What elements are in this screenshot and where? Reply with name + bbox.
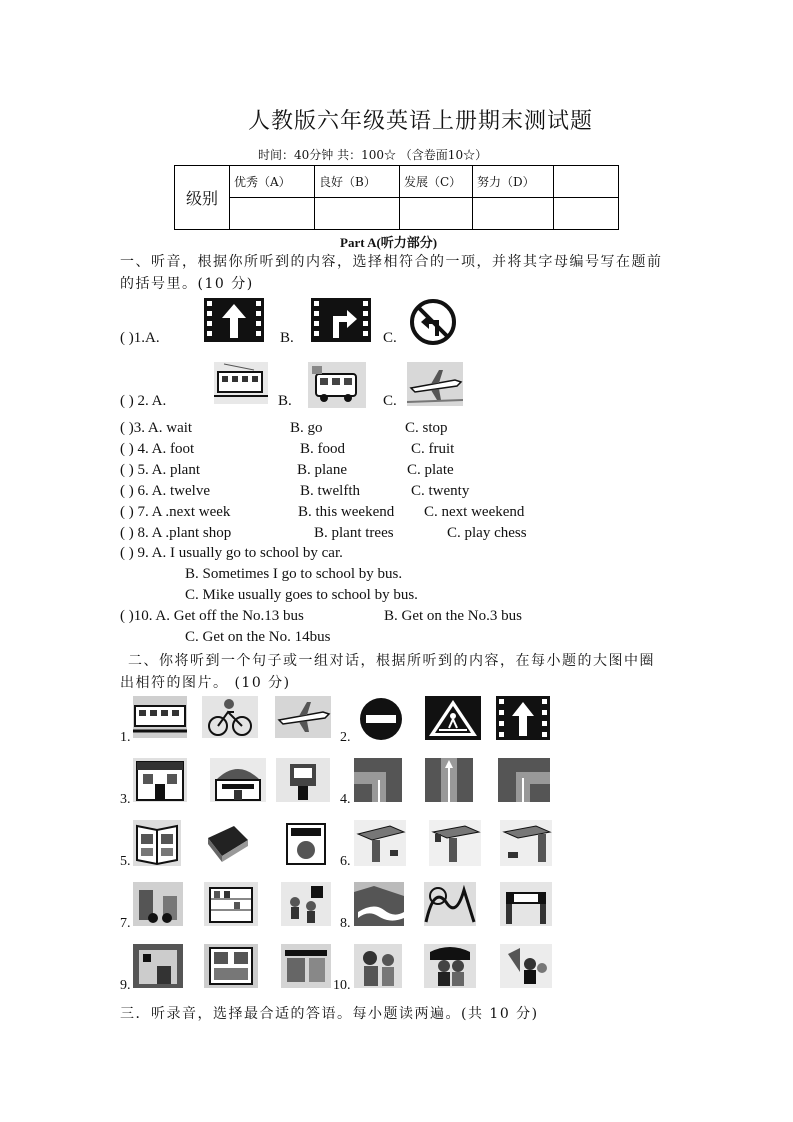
- q7-option-c: C. next weekend: [424, 504, 525, 520]
- post-office-picture[interactable]: [276, 758, 330, 802]
- desk-picture-3[interactable]: [500, 820, 552, 866]
- desk-picture-1[interactable]: [354, 820, 406, 866]
- pic-num-4: 4.: [340, 792, 351, 807]
- q6-option-c: C. twenty: [411, 483, 470, 499]
- couple-picture[interactable]: [424, 944, 476, 988]
- people-talking-picture[interactable]: [354, 944, 402, 988]
- q9-option-a: ( ) 9. A. I usually go to school by car.: [120, 545, 343, 561]
- desk-picture-2[interactable]: [429, 820, 481, 866]
- q5-option-b: B. plane: [297, 462, 347, 478]
- q1-number: ( )1.A.: [120, 330, 160, 346]
- plane-picture[interactable]: [275, 696, 331, 738]
- q10-option-a: ( )10. A. Get off the No.13 bus: [120, 608, 304, 624]
- shop-building-picture[interactable]: [133, 758, 187, 802]
- q2-option-c: C.: [383, 393, 397, 409]
- q10-option-c: C. Get on the No. 14bus: [185, 629, 331, 645]
- pic-num-2: 2.: [340, 730, 351, 745]
- q7-option-b: B. this weekend: [298, 504, 395, 520]
- bookstore-picture[interactable]: [133, 944, 183, 988]
- no-entry-sign-picture[interactable]: [354, 696, 408, 742]
- train-icon: [214, 362, 268, 404]
- pic-num-1: 1.: [120, 730, 131, 745]
- q2-number: ( ) 2. A.: [120, 393, 167, 409]
- pic-num-3: 3.: [120, 792, 131, 807]
- q5-option-c: C. plate: [407, 462, 454, 478]
- crosswalk-sign-picture[interactable]: [425, 696, 481, 740]
- grade-cell-c[interactable]: [400, 198, 473, 230]
- part-a-heading: Part A(听力部分): [340, 235, 438, 250]
- q3-number: ( )3. A. wait: [120, 420, 193, 436]
- page-title: 人教版六年级英语上册期末测试题: [248, 109, 594, 134]
- kids-playing-picture[interactable]: [281, 882, 331, 926]
- grade-cell-d[interactable]: [473, 198, 554, 230]
- grade-cell-a[interactable]: [230, 198, 315, 230]
- q1-option-c: C.: [383, 330, 397, 346]
- bakery-picture[interactable]: [281, 944, 331, 988]
- pic-num-9: 9.: [120, 978, 131, 993]
- turn-left-road-picture[interactable]: [354, 758, 402, 802]
- pic-num-6: 6.: [340, 854, 351, 869]
- section1-instruction-line2: 的括号里。(10 分): [120, 276, 254, 292]
- exam-meta: 时间：40分钟 共：100☆ （含卷面10☆）: [258, 148, 488, 162]
- q9-option-b: B. Sometimes I go to school by bus.: [185, 566, 403, 582]
- q10-option-b: B. Get on the No.3 bus: [384, 608, 522, 624]
- pic-num-8: 8.: [340, 916, 351, 931]
- grade-header-e: [554, 166, 619, 198]
- roller-coaster-picture[interactable]: [424, 882, 476, 926]
- section1-instruction-line1: 一、听音，根据你所听到的内容，选择相符合的一项，并将其字母编号写在题前: [120, 254, 663, 270]
- bike-picture[interactable]: [202, 696, 258, 738]
- grade-header-d: 努力（D）: [473, 166, 554, 198]
- straight-road-picture[interactable]: [425, 758, 473, 802]
- pic-num-7: 7.: [120, 916, 131, 931]
- dictionary-book-picture[interactable]: [204, 820, 252, 866]
- supermarket-shelf-picture[interactable]: [204, 882, 258, 926]
- q6-number: ( ) 6. A. twelve: [120, 483, 210, 499]
- grade-header-c: 发展（C）: [400, 166, 473, 198]
- q1-option-b: B.: [280, 330, 294, 346]
- grade-header-a: 优秀（A）: [230, 166, 315, 198]
- children-park-picture[interactable]: [500, 944, 552, 988]
- street-scene-picture[interactable]: [133, 882, 183, 926]
- q3-option-b: B. go: [290, 420, 323, 436]
- comic-book-picture[interactable]: [133, 820, 181, 866]
- turn-right-road-picture[interactable]: [498, 758, 550, 802]
- grade-header-b: 良好（B）: [315, 166, 400, 198]
- science-museum-picture[interactable]: [210, 758, 266, 802]
- section2-instruction-line2: 出相符的图片。 (10 分): [120, 675, 291, 691]
- pic-num-5: 5.: [120, 854, 131, 869]
- q8-option-c: C. play chess: [447, 525, 527, 541]
- q2-option-b: B.: [278, 393, 292, 409]
- q8-option-b: B. plant trees: [314, 525, 394, 541]
- q4-option-c: C. fruit: [411, 441, 455, 457]
- grade-label: 级别: [175, 166, 230, 230]
- grade-cell-e[interactable]: [554, 198, 619, 230]
- vending-shop-picture[interactable]: [204, 944, 258, 988]
- go-straight-sign-picture[interactable]: [496, 696, 550, 740]
- grade-cell-b[interactable]: [315, 198, 400, 230]
- q8-number: ( ) 8. A .plant shop: [120, 525, 232, 541]
- magazine-picture[interactable]: [281, 820, 331, 866]
- river-park-picture[interactable]: [354, 882, 404, 926]
- turn-right-sign-icon: [311, 298, 371, 342]
- section3-instruction: 三．听录音，选择最合适的答语。每小题读两遍。(共 10 分): [120, 1006, 539, 1022]
- q7-number: ( ) 7. A .next week: [120, 504, 231, 520]
- go-straight-sign-icon: [204, 298, 264, 342]
- plane-icon: [407, 362, 463, 406]
- pic-num-10: 10.: [333, 978, 351, 993]
- q6-option-b: B. twelfth: [300, 483, 360, 499]
- no-left-turn-sign-icon: [409, 298, 457, 346]
- grade-table: [174, 165, 619, 230]
- q4-option-b: B. food: [300, 441, 345, 457]
- section2-instruction-line1: 二、你将听到一个句子或一组对话，根据所听到的内容，在每小题的大图中圈: [128, 653, 655, 669]
- q4-number: ( ) 4. A. foot: [120, 441, 195, 457]
- q3-option-c: C. stop: [405, 420, 448, 436]
- q9-option-c: C. Mike usually goes to school by bus.: [185, 587, 418, 603]
- q5-number: ( ) 5. A. plant: [120, 462, 200, 478]
- zoo-entrance-picture[interactable]: [500, 882, 552, 926]
- train-picture[interactable]: [133, 696, 187, 738]
- bus-icon: [308, 362, 366, 408]
